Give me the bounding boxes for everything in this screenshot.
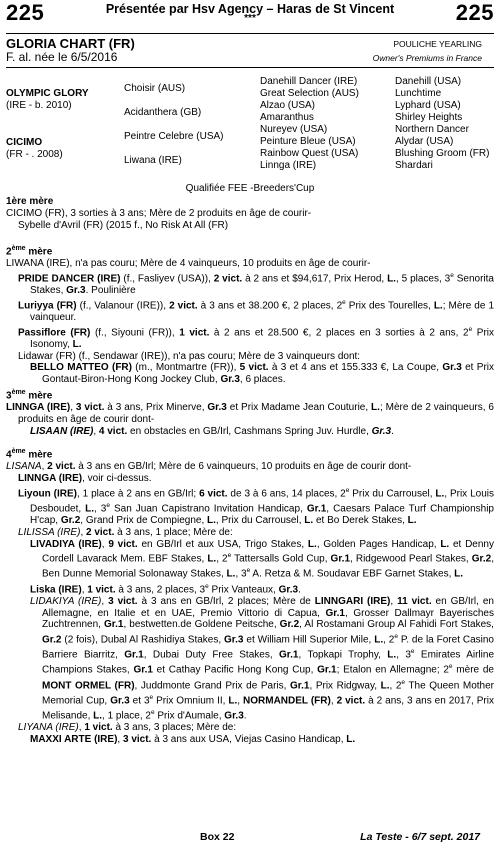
presented-by: Présentée par Hsv Agency – Haras de St Vincent — [105, 2, 395, 16]
gen4-7: Blushing Groom (FR) — [395, 148, 490, 159]
third-dam-text: LINNGA (IRE), 3 vict. à 3 ans, Prix Minerve, Gr.3 et Prix Madame Jean Couturie, L.; Mère de 2 vainqueurs, 6 produits en âge de courir dont- — [6, 402, 494, 425]
gen2-4: Liwana (IRE) — [124, 155, 182, 166]
gen4-8: Shardari — [395, 160, 433, 171]
first-dam-text: CICIMO (FR), 3 sorties à 3 ans; Mère de 2 produits en âge de courir- — [6, 207, 312, 219]
fourth-dam-grandproduce: MAXXI ARTE (IRE), 3 vict. à 3 ans aux USA, Viejas Casino Handicap, L. — [30, 733, 356, 745]
sale-place-date: La Teste - 6/7 sept. 2017 — [360, 831, 480, 843]
gen4-3: Lyphard (USA) — [395, 100, 461, 111]
fourth-dam-produce: LILISSA (IRE), 2 vict. à 3 ans, 1 place; Mère de: — [18, 526, 233, 538]
sire-info: (IRE - b. 2010) — [6, 100, 72, 111]
qualification: Qualifiée FEE -Breeders'Cup — [185, 183, 315, 194]
lot-number-right: 225 — [455, 0, 494, 25]
fourth-dam-grandproduce: LIDAKIYA (IRE), 3 vict. à 3 ans en GB/Irl, 2 places; Mère de LINNGARI (IRE), 11 vict. en GB/Irl, en Allemagne, en Italie et en UAE, Premio Vittorio di Capua, Gr.1, Grosser Dallmayr Bayerisches Zuchtrennen, Gr.1, bestwetten.de Goldene Peitsche, Gr.2, Al Rostamani Group Al Fahidi Fort Stakes, Gr.2 (2 fois), Dubal Al Rashidiya Stakes, Gr.3 et William Hill Superior Mile, L., 2e P. de la Foret Casino Barriere Biarritz, Gr.1, Dubai Duty Free Stakes, Gr.1, Topkapi Trophy, L., 3e Emirates Airline Champions Stakes, Gr.1 et Cathay Pacific Hong Kong Cup, Gr.1; Etalon en Allemagne; 2e mère de MONT ORMEL (FR), Juddmonte Grand Prix de Paris, Gr.1, Prix Ridgway, L., 2e The Queen Mother Memorial Cup, Gr.3 et 3e Prix Omnium II, L., NORMANDEL (FR), 2 vict. à 2 ans, 3 ans en 2017, Prix Melisande, L., 1 place, 2e Prix d'Aumale, Gr.3. — [30, 595, 495, 722]
horse-name: GLORIA CHART (FR) — [6, 36, 135, 51]
gen2-3: Peintre Celebre (USA) — [124, 131, 224, 142]
horse-category: POULICHE YEARLING — [393, 39, 482, 49]
fourth-dam-heading: 4ème mère — [6, 448, 53, 461]
fourth-dam-section — [6, 446, 494, 745]
sire-name: OLYMPIC GLORY — [6, 88, 89, 99]
second-dam-grandproduce: BELLO MATTEO (FR) (m., Montmartre (FR)), 5 vict. à 3 et 4 ans et 155.333 €, La Coupe, Gr.3 et Prix Gontaut-Biron-Hong Kong Jockey Club, Gr.3, 6 places. — [30, 362, 494, 386]
fourth-dam-produce: LIYANA (IRE), 1 vict. à 3 ans, 3 places; Mère de: — [18, 721, 237, 733]
lot-number-left: 225 — [6, 0, 45, 25]
fourth-dam-produce: LINNGA (IRE), voir ci-dessus. — [18, 472, 152, 484]
first-dam-foal: Sybelle d'Avril (FR) (2015 f., No Risk At All (FR) — [18, 219, 229, 231]
gen2-1: Choisir (AUS) — [124, 83, 186, 94]
gen2-2: Acidanthera (GB) — [124, 107, 202, 118]
gen4-1: Danehill (USA) — [395, 76, 462, 87]
fourth-dam-produce: Liyoun (IRE), 1 place à 2 ans en GB/Irl; 6 vict. de 3 à 6 ans, 14 places, 2e Prix du Carrousel, L., Prix Louis Desboudet, L., 3e San Juan Capistrano Invitation Handicap, Gr.1, Caesars Palace Turf Championship H'cap, Gr.2, Grand Prix de Compiegne, L., Prix du Carrousel, L. et Bo Derek Stakes, L. — [18, 486, 494, 526]
third-dam-heading: 3ème mère — [6, 389, 53, 402]
divider — [6, 33, 494, 34]
second-dam-section — [6, 243, 494, 386]
third-dam-section — [6, 387, 494, 438]
third-dam-produce: LISAAN (IRE), 4 vict. en obstacles en GB/Irl, Cashmans Spring Juv. Hurdle, Gr.3. — [30, 425, 394, 437]
fourth-dam-grandproduce: LIVADIYA (IRE), 9 vict. en GB/Irl et aux USA, Trigo Stakes, L., Golden Pages Handicap, L. et Denny Cordell Lavarack Mem. EBF Stakes, L., 2e Tattersalls Gold Cup, Gr.1, Ridgewood Pearl Stakes, Gr.2, Ben Dunne Memorial Solonaway Stakes, L., 3e A. Retza & M. Soudavar EBF Garnet Stakes, L. — [30, 538, 494, 580]
gen3-2: Great Selection (AUS) — [260, 88, 359, 99]
first-dam-section — [6, 196, 494, 231]
gen4-6: Alydar (USA) — [395, 136, 454, 147]
dam-name: CICIMO — [6, 137, 43, 148]
second-dam-produce: Lidawar (FR) (f., Sendawar (IRE)), n'a pas couru; Mère de 3 vainqueurs dont: — [18, 350, 361, 362]
box-number: Box 22 — [200, 831, 235, 843]
horse-description: F. al. née le 6/5/2016 — [6, 50, 118, 64]
second-dam-produce: Passiflore (FR) (f., Siyouni (FR)), 1 vict. à 2 ans et 28.500 €, 2 places en 3 sorties à 2 ans, 2e Prix Isonomy, L. — [18, 325, 494, 350]
divider — [6, 67, 494, 68]
fourth-dam-text: LISANA, 2 vict. à 3 ans en GB/Irl; Mère de 6 vainqueurs, 10 produits en âge de courir dont- — [6, 461, 412, 473]
second-dam-text: LIWANA (IRE), n'a pas couru; Mère de 4 vainqueurs, 10 produits en âge de courir- — [6, 258, 371, 270]
gen3-8: Linnga (IRE) — [260, 160, 317, 171]
gen3-7: Rainbow Quest (USA) — [260, 148, 359, 159]
gen3-4: Amaranthus — [260, 112, 314, 123]
gen3-1: Danehill Dancer (IRE) — [260, 76, 358, 87]
second-dam-heading: 2ème mère — [6, 245, 53, 258]
gen4-4: Shirley Heights — [395, 112, 463, 123]
gen3-6: Peinture Bleue (USA) — [260, 136, 356, 147]
owners-premium: Owner's Premiums in France — [372, 53, 482, 63]
gen3-3: Alzao (USA) — [260, 100, 316, 111]
first-dam-heading: 1ère mère — [6, 196, 54, 207]
gen4-5: Northern Dancer — [395, 124, 469, 135]
gen4-2: Lunchtime — [395, 88, 442, 99]
second-dam-produce: PRIDE DANCER (IRE) (f., Fasliyev (USA)), 2 vict. à 2 ans et $94,617, Prix Herod, L., 5 places, 3e Senorita Stakes, Gr.3. Poulinière — [18, 271, 494, 297]
second-dam-produce: Luriyya (FR) (f., Valanour (IRE)), 2 vict. à 3 ans et 38.200 €, 2 places, 2e Prix des Tourelles, L.; Mère de 1 vainqueur. — [18, 298, 495, 323]
fourth-dam-grandproduce: Liska (IRE), 1 vict. à 3 ans, 2 places, 3e Prix Vanteaux, Gr.3. — [30, 582, 301, 595]
gen3-5: Nureyev (USA) — [260, 124, 328, 135]
stars: *** — [244, 13, 256, 24]
dam-info: (FR - . 2008) — [6, 149, 63, 160]
